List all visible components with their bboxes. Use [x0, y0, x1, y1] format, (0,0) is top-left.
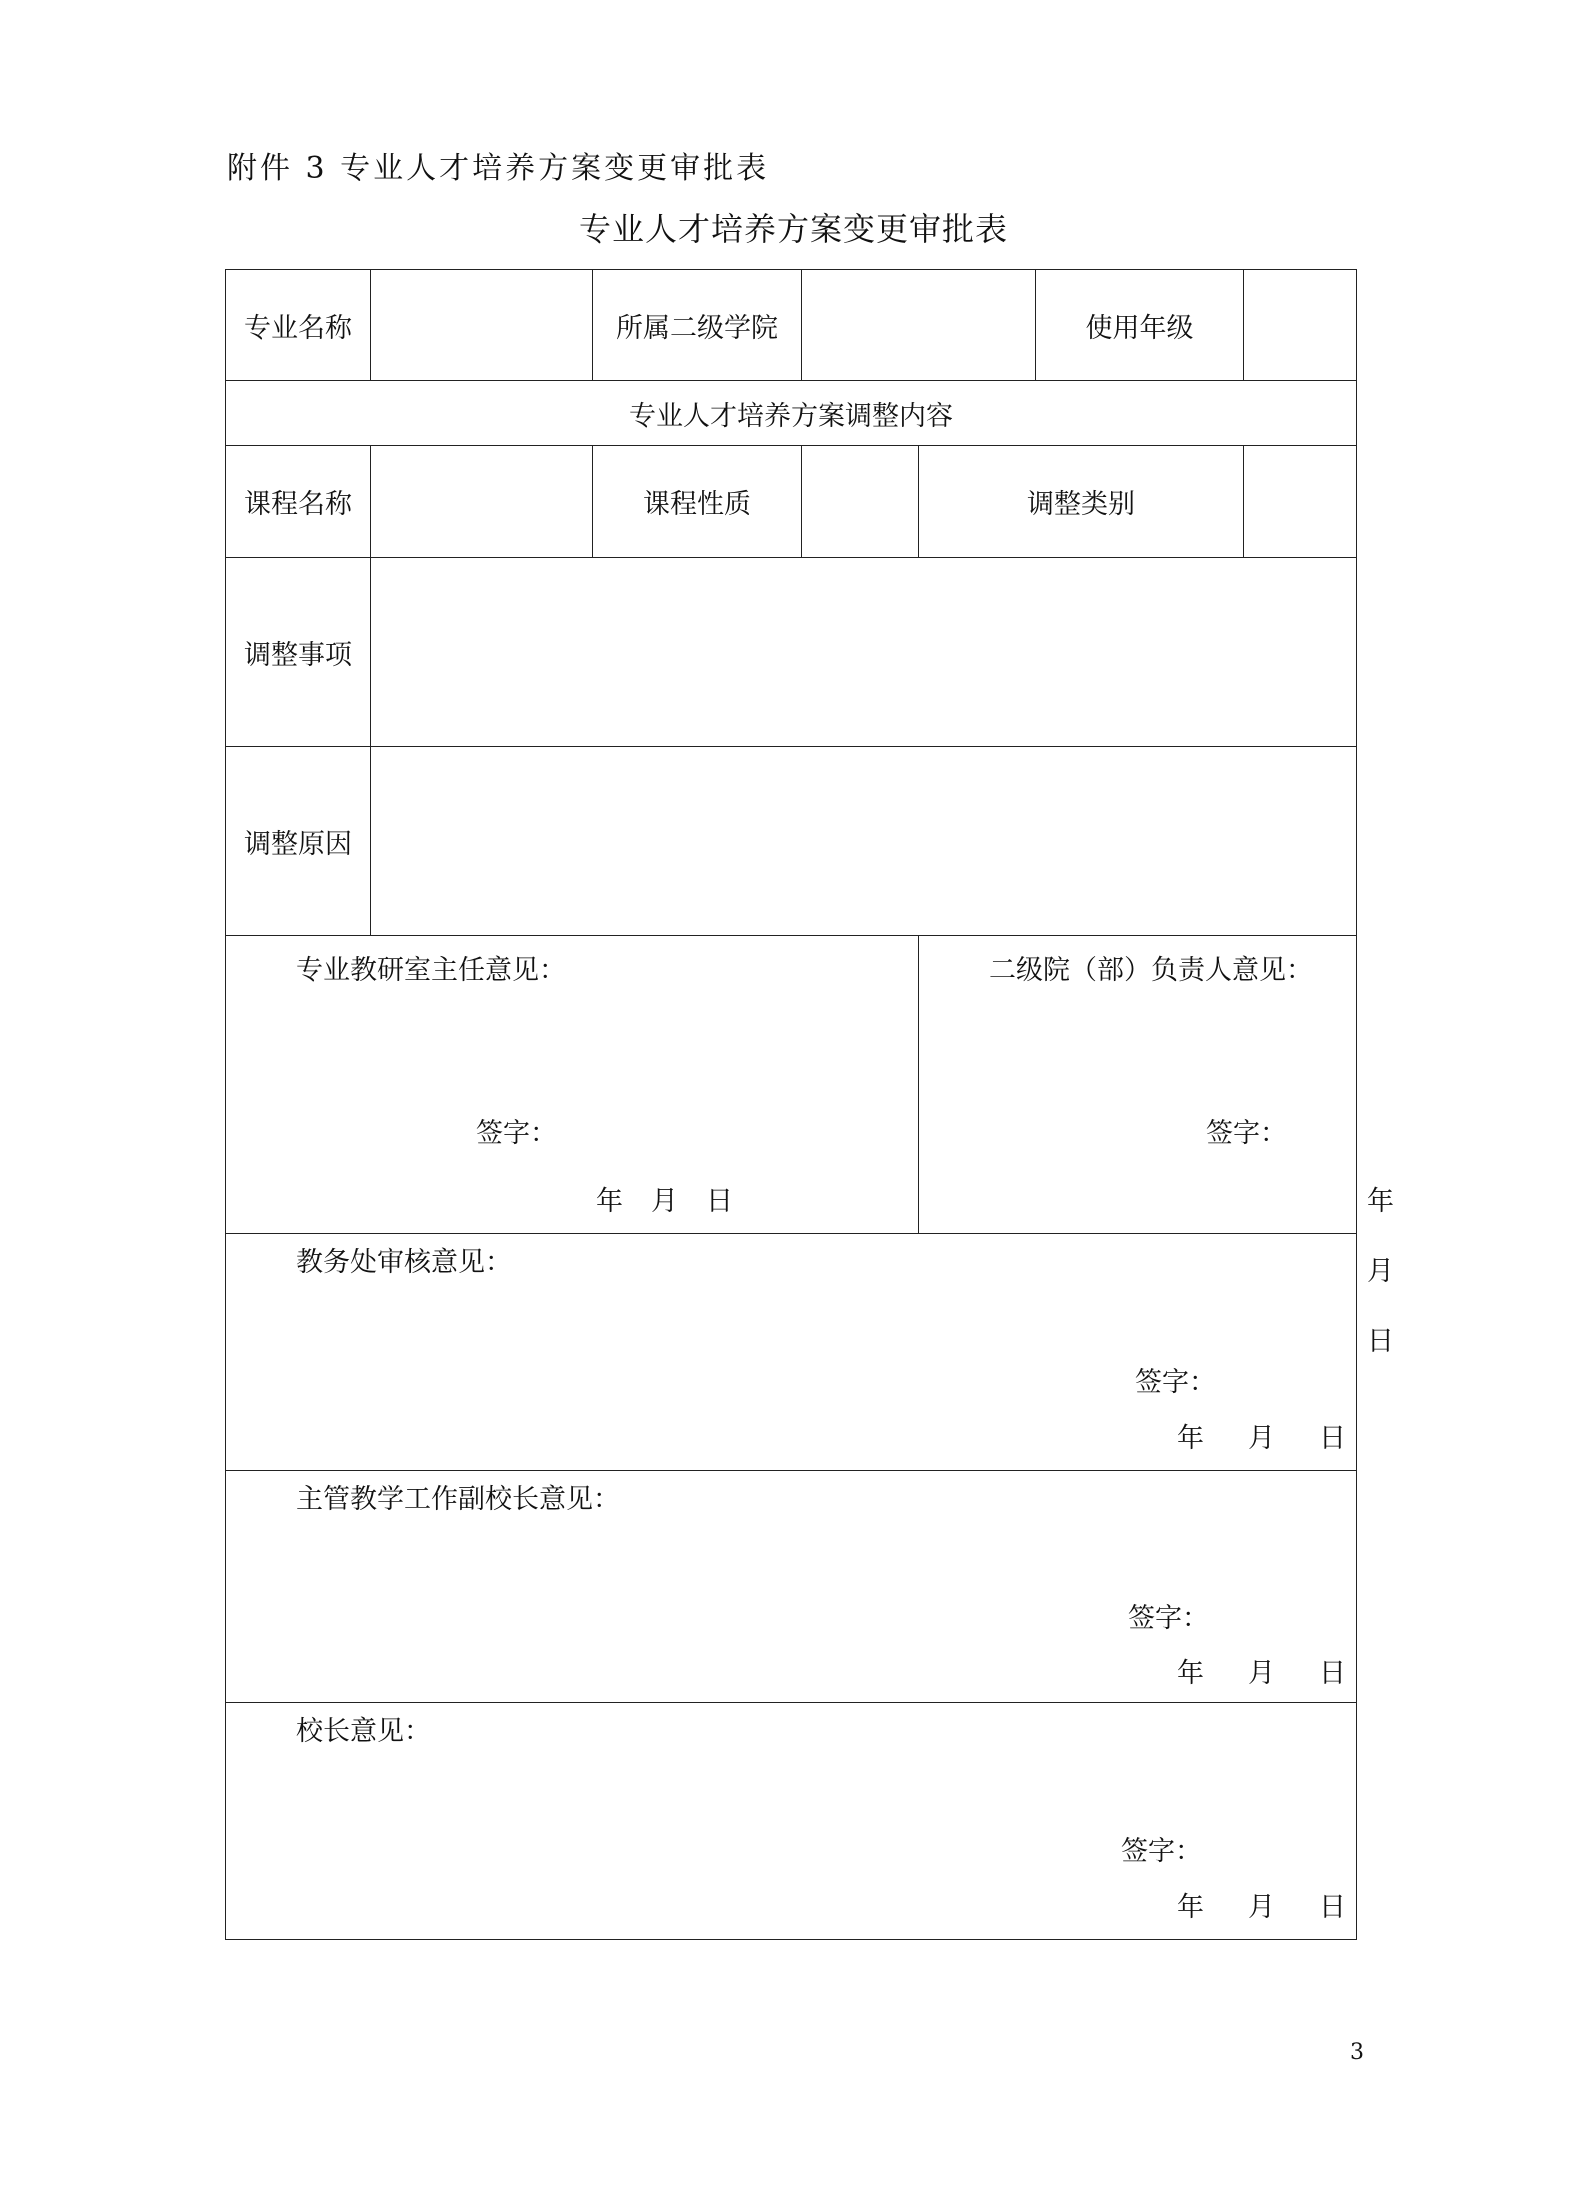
- president-opinion-label: 校长意见：: [296, 1716, 431, 1747]
- vice-president-opinion-label: 主管教学工作副校长意见：: [296, 1484, 620, 1515]
- course-name-field[interactable]: [371, 446, 593, 558]
- college-label: 所属二级学院: [593, 270, 802, 381]
- page-number: 3: [1350, 2040, 1364, 2065]
- row-adjust-reason: [226, 747, 1357, 936]
- date-line: [1177, 1416, 1346, 1455]
- date-day: 日: [1367, 1326, 1394, 1357]
- row-course-info: [226, 446, 1357, 558]
- date-year: 年: [1177, 1423, 1204, 1454]
- signature-label: 签字：: [1135, 1367, 1216, 1398]
- grade-label: 使用年级: [1036, 270, 1244, 381]
- adjust-type-field[interactable]: [1244, 446, 1357, 558]
- signature-label: 签字：: [1121, 1836, 1202, 1867]
- major-name-label: 专业名称: [226, 270, 371, 381]
- adjust-items-field[interactable]: [371, 558, 1357, 747]
- row-academic-affairs: [226, 1234, 1357, 1471]
- college-field[interactable]: [802, 270, 1036, 381]
- teaching-office-opinion-cell[interactable]: [226, 936, 919, 1234]
- college-head-opinion-cell[interactable]: [919, 936, 1394, 1357]
- date-day: 日: [1319, 1423, 1346, 1454]
- date-day: 日: [1319, 1892, 1346, 1923]
- attachment-label: 附件 3 专业人才培养方案变更审批表: [227, 151, 770, 186]
- date-month: 月: [651, 1186, 678, 1217]
- academic-affairs-opinion-label: 教务处审核意见：: [296, 1247, 512, 1278]
- date-line: [1177, 1651, 1346, 1690]
- row-vice-president: [226, 1471, 1357, 1703]
- approval-form-table: [225, 269, 1394, 1940]
- signature-label: 签字：: [476, 1118, 557, 1149]
- date-day: 日: [1319, 1658, 1346, 1689]
- course-nature-label: 课程性质: [593, 446, 802, 558]
- date-day: 日: [706, 1186, 733, 1217]
- date-line: [596, 1179, 733, 1218]
- date-month: 月: [1248, 1658, 1275, 1689]
- major-name-field[interactable]: [371, 270, 593, 381]
- signature-label: 签字：: [1206, 1118, 1287, 1149]
- grade-field[interactable]: [1244, 270, 1357, 381]
- vice-president-opinion-cell[interactable]: [226, 1471, 1357, 1703]
- date-line: [1367, 1179, 1395, 1358]
- form-title: 专业人才培养方案变更审批表: [578, 210, 1008, 248]
- date-month: 月: [1248, 1423, 1275, 1454]
- adjust-type-label: 调整类别: [919, 446, 1244, 558]
- adjust-reason-field[interactable]: [371, 747, 1357, 936]
- course-name-label: 课程名称: [226, 446, 371, 558]
- president-opinion-cell[interactable]: [226, 1703, 1357, 1940]
- date-month: 月: [1367, 1256, 1394, 1287]
- row-basic-info: [226, 270, 1357, 381]
- row-adjust-items: [226, 558, 1357, 747]
- adjust-items-label: 调整事项: [226, 558, 371, 747]
- date-year: 年: [1367, 1186, 1394, 1217]
- teaching-office-opinion-label: 专业教研室主任意见：: [296, 955, 566, 986]
- date-year: 年: [596, 1186, 623, 1217]
- date-year: 年: [1177, 1892, 1204, 1923]
- row-section-heading: [226, 381, 1357, 446]
- college-head-opinion-label: 二级院（部）负责人意见：: [989, 955, 1313, 986]
- date-line: [1177, 1885, 1346, 1924]
- adjust-reason-label: 调整原因: [226, 747, 371, 936]
- date-month: 月: [1248, 1892, 1275, 1923]
- row-president: [226, 1703, 1357, 1940]
- signature-label: 签字：: [1128, 1603, 1209, 1634]
- academic-affairs-opinion-cell[interactable]: [226, 1234, 1357, 1471]
- section-heading: 专业人才培养方案调整内容: [226, 381, 1357, 446]
- course-nature-field[interactable]: [802, 446, 919, 558]
- row-first-opinions: [226, 936, 1357, 1234]
- date-year: 年: [1177, 1658, 1204, 1689]
